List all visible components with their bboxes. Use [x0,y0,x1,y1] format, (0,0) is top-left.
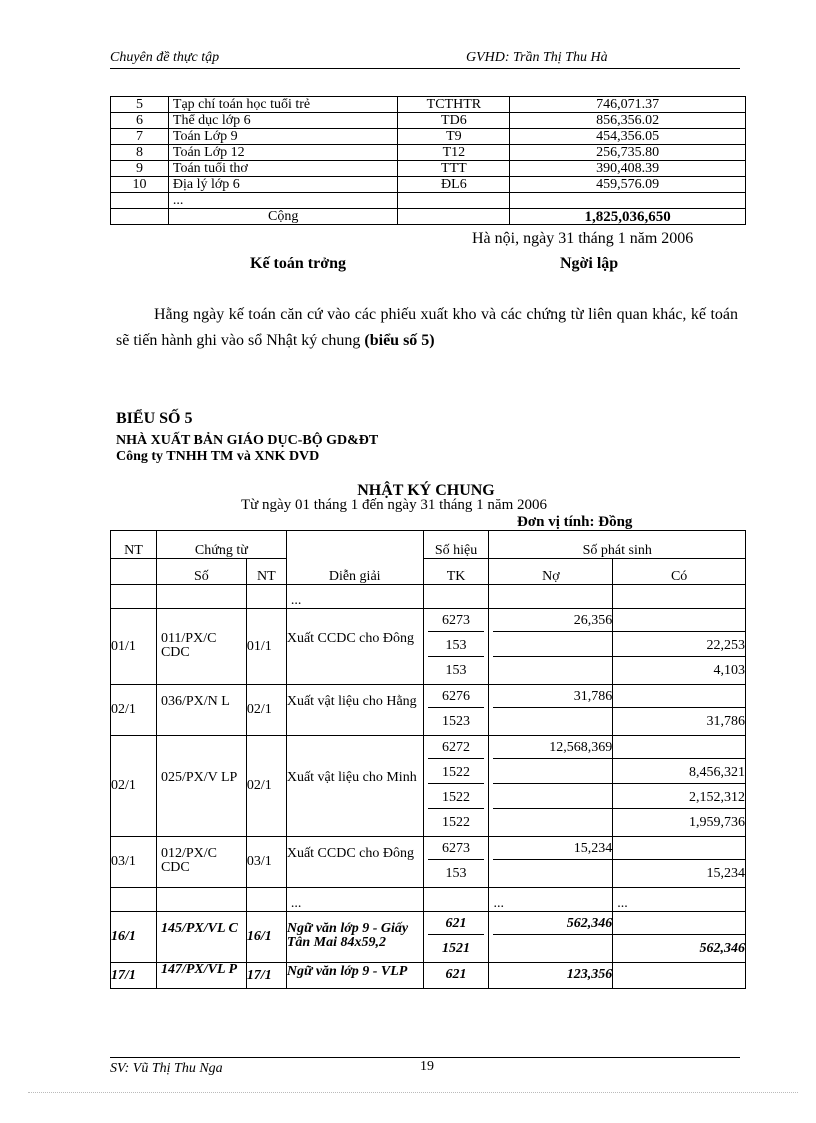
dots: ... [489,888,613,912]
total-amount: 1,825,036,650 [510,209,746,225]
summary-row [111,161,746,177]
voucher-number: 025/PX/V LP [156,736,246,837]
item-amount: 390,408.39 [510,161,746,177]
credit-amount: 4,103 [713,663,745,678]
item-name: Thể dục lớp 6 [168,113,398,129]
voucher-number: 147/PX/VL P [156,963,246,989]
summary-table [110,96,746,225]
credit-amount: 8,456,321 [613,763,745,784]
debit-amount: 26,356 [493,611,612,632]
voucher-date: 03/1 [246,837,286,888]
debit-amount: 12,568,369 [493,738,612,759]
col-account-1: Số hiệu [423,531,489,559]
row-index: 6 [111,113,169,129]
item-code [398,193,510,209]
account-number: 153 [445,866,467,881]
journal-entry [111,609,746,685]
item-code: TTT [398,161,510,177]
item-code: TD6 [398,113,510,129]
credit-amount [613,738,745,759]
para-text: Hằng ngày kế toán căn cứ vào các phiếu xuất kho và các chứng từ liên quan khác, kế toán sẽ tiến hành ghi vào sổ Nhật ký chung [116,306,738,349]
item-amount: 454,356.05 [510,129,746,145]
footer-rule [110,1057,740,1058]
page-number: 19 [420,1059,434,1074]
col-voucher-date: NT [246,559,286,585]
org-line-1: NHÀ XUẤT BẢN GIÁO DỤC-BỘ GD&ĐT [116,433,379,448]
credit-amount [613,839,745,860]
entry-date: 01/1 [111,609,157,685]
description: Xuất CCDC cho Đông [286,837,423,888]
row-index [111,193,169,209]
journal-entry [111,736,746,837]
description: Xuất vật liệu cho Minh [286,736,423,837]
credit-amount: 2,152,312 [613,788,745,809]
account-number: 153 [428,636,485,657]
voucher-number: 012/PX/C CDC [156,837,246,888]
debit-amount: 31,786 [493,687,612,708]
credit-amount [613,611,745,632]
debit-amount [493,864,612,884]
credit-amount: 15,234 [706,866,745,881]
account-number: 153 [445,663,467,678]
summary-row [111,193,746,209]
item-code: ĐL6 [398,177,510,193]
currency-unit: Đơn vị tính: Đồng [517,514,633,530]
credit-amount: 562,346 [699,941,745,956]
debit-amount [493,763,612,784]
header-left: Chuyên đề thực tập [110,50,220,65]
account-number: 1521 [442,941,471,956]
page-edge-line [28,1092,798,1093]
page-header [110,50,740,69]
account-number: 6273 [428,611,485,632]
account-number: 1522 [428,788,485,809]
intro-paragraph [116,302,738,354]
col-voucher: Chứng từ [156,531,286,559]
description: Ngữ văn lớp 9 - VLP [286,963,423,989]
sign-preparer: Ngời lập [560,255,619,272]
summary-row [111,97,746,113]
footer-author: SV: Vũ Thị Thu Nga [110,1061,223,1076]
debit-amount [493,661,612,681]
summary-row [111,129,746,145]
col-account-2: TK [423,559,489,585]
dots: ... [286,585,423,609]
item-code: TCTHTR [398,97,510,113]
journal-entry [111,963,746,989]
debit-amount [493,788,612,809]
date-line: Hà nội, ngày 31 tháng 1 năm 2006 [472,230,694,247]
entry-date: 03/1 [111,837,157,888]
col-amount: Số phát sinh [489,531,746,559]
item-name: ... [168,193,398,209]
account-number: 1523 [442,714,471,729]
journal-period: Từ ngày 01 tháng 1 đến ngày 31 tháng 1 năm 2006 [241,497,547,513]
item-name: Địa lý lớp 6 [168,177,398,193]
row-index: 8 [111,145,169,161]
row-index: 7 [111,129,169,145]
sign-chief-accountant: Kế toán trởng [250,255,346,272]
entry-date: 02/1 [111,736,157,837]
entry-date: 02/1 [111,685,157,736]
voucher-date: 16/1 [246,912,286,963]
summary-row [111,113,746,129]
account-number: 1522 [428,763,485,784]
credit-amount: 22,253 [613,636,745,657]
item-code: T9 [398,129,510,145]
dots: ... [286,888,423,912]
header-right: GVHD: Trần Thị Thu Hà [466,50,608,65]
account-number: 1522 [442,815,471,830]
item-code: T12 [398,145,510,161]
description: Ngữ văn lớp 9 - Giấy Tân Mai 84x59,2 [286,912,423,963]
item-amount: 856,356.02 [510,113,746,129]
item-amount [510,193,746,209]
account-number: 6276 [428,687,485,708]
spacer-row [111,888,746,912]
entry-date: 16/1 [111,912,157,963]
voucher-date: 17/1 [246,963,286,989]
total-label: Cộng [168,209,398,225]
debit-amount: 562,346 [493,914,612,935]
debit-amount: 15,234 [493,839,612,860]
account-number: 6273 [428,839,485,860]
item-amount: 746,071.37 [510,97,746,113]
item-name: Tạp chí toán học tuổi trẻ [168,97,398,113]
journal-entry [111,912,746,963]
dots: ... [613,888,746,912]
debit-amount [493,813,612,833]
summary-row [111,177,746,193]
account-number: 621 [428,914,485,935]
credit-amount [613,914,745,935]
credit-amount: 1,959,736 [689,815,745,830]
description: Xuất CCDC cho Đông [286,609,423,685]
row-index: 10 [111,177,169,193]
voucher-number: 011/PX/C CDC [156,609,246,685]
account-number: 6272 [428,738,485,759]
para-ref: (biểu số 5) [364,332,435,349]
spacer-row [111,585,746,609]
summary-row [111,145,746,161]
item-name: Toán tuổi thơ [168,161,398,177]
credit-amount [613,687,745,708]
voucher-date: 01/1 [246,609,286,685]
credit-amount: 31,786 [706,714,745,729]
journal-entry [111,837,746,888]
account-number: 621 [445,967,467,982]
col-description: Diễn giải [286,531,423,585]
voucher-number: 036/PX/N L [156,685,246,736]
journal-entry [111,685,746,736]
entry-date: 17/1 [111,963,157,989]
voucher-number: 145/PX/VL C [156,912,246,963]
col-credit: Có [613,559,746,585]
journal-title: NHẬT KÝ CHUNG [357,482,495,499]
debit-amount [493,939,612,959]
voucher-date: 02/1 [246,685,286,736]
item-amount: 459,576.09 [510,177,746,193]
col-debit: Nợ [489,559,613,585]
item-name: Toán Lớp 12 [168,145,398,161]
col-nt: NT [111,531,157,559]
item-amount: 256,735.80 [510,145,746,161]
item-name: Toán Lớp 9 [168,129,398,145]
debit-amount: 123,356 [566,967,613,982]
voucher-date: 02/1 [246,736,286,837]
row-index: 5 [111,97,169,113]
form-number: BIỂU SỐ 5 [116,410,193,427]
col-voucher-no: Số [156,559,246,585]
debit-amount [493,712,612,732]
credit-amount [613,965,745,985]
journal-table [110,530,746,989]
debit-amount [493,636,612,657]
description: Xuất vật liệu cho Hằng [286,685,423,736]
row-index: 9 [111,161,169,177]
org-line-2: Công ty TNHH TM và XNK DVD [116,449,320,464]
total-row [111,209,746,225]
